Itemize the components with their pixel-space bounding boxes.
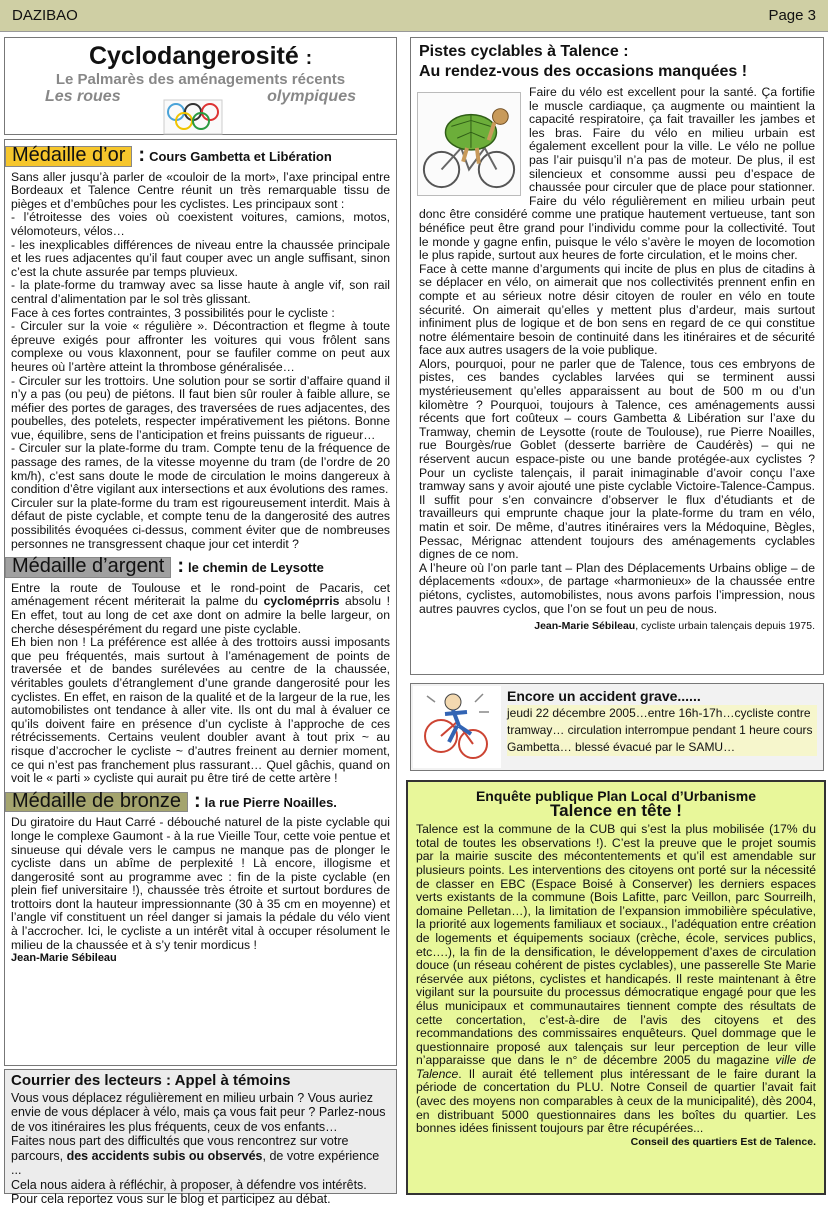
page-number: Page 3 <box>768 7 816 24</box>
letters-paragraph: Cela nous aidera à réfléchir, à proposer, à défendre vos intérêts. <box>11 1177 367 1192</box>
main-title: Cyclodangerosité : <box>88 42 313 70</box>
silver-subject: le chemin de Leysotte <box>188 560 324 576</box>
turtle-cyclist-illustration <box>417 92 521 196</box>
accident-box <box>410 683 824 771</box>
bike-lanes-paragraph: Faire du vélo est excellent pour la santé. Ça fortifie le muscle cardiaque, ça augmente ou maintient la capacité respiratoire, ça fait travailler les jambes et les bras. Faire du vélo en milieu urbain est également excellent pour la ville. Le vélo ne pollue pas l’air puisqu’il n’a pas de moteur. De plus, il est silencieux et consomme aussi peu d’espace de chaussée pour circuler que de place pour stationner. Faire du vélo régulièrement en milieu urbain peut donc être considéré comme une pratique hautement vertueuse, tant son bénéfice peut être grand pour l’individu comme pour la collectivité. Tout le monde y gagne enfin, puisque le vélo s’avère le moyen de locomotion le plus rapide, surtout aux heures de forte circulation, et le moins cher. <box>419 85 815 263</box>
bike-lanes-heading-2: Au rendez-vous des occasions manquées ! <box>419 63 748 80</box>
letters-heading: Courrier des lecteurs : Appel à témoins <box>11 1072 291 1089</box>
survey-paragraph: Talence est la commune de la CUB qui s’est la plus mobilisée (17% du total de toutes les observations !). C’est la preuve que le projet soumis par la mairie suscite des mécontentements et qu’il est amendable sur plusieurs points. Les interventions des citoyens ont porté sur la nécessité de classer en EBC (Espace Boisé à Conserver) les derniers espaces verts existants de la commune (Bois Lafitte, parc Veillon, parc Sourreilh, domaine Pelletan…), la limitation de l’expansion immobilière spéculative, la priorité aux logements familiaux et sociaux., l’adéquation entre création de logements et équipements sociaux (crèche, école, services publics, etc….), la fin de la densification, le développement d’axes de circulation douce (un réseau cohérent de pistes cyclables), une passerelle Ste Marie réservée aux piétons, cyclistes et handicapés. Il reste maintenant à être vigilant sur la poursuite du processus démocratique engagé pour que les élus municipaux et communautaires tiennent compte des résultats de cette concertation, c’est-à-dire de l’avis des citoyens et des recommandations des commissaires enquêteurs. Quel dommage que le questionnaire proposé aux talençais sur leur perception de leur ville n’apparaisse que dans le n° de décembre 2005 du magazine ville de Talence. Il aurait été tellement plus intéressant de le faire durant la période de concertation du PLU. Notre Conseil de quartier l’avait fait (avec des moyens non comparables à ceux de la municipalité), dès 2004, en distribuant 5000 questionnaires dans les boîtes du quartier. Les bonnes idées finissent toujours par être récupérées... <box>416 822 817 1136</box>
survey-heading-1: Enquête publique Plan Local d’Urbanisme <box>475 788 757 804</box>
silver-heading: Médaille d’argent : le chemin de Leysotte <box>5 557 396 578</box>
gold-paragraph: - Circuler sur la voie « régulière ». Décontraction et flegme à toute épreuve exigés pour affronter les voitures qui vous frôlent sans complexe ou vous klaxonnent, pour se faufiler comme on peut aux heures où l’artère atteint la thrombose généralisée… <box>11 319 390 374</box>
page-header <box>0 0 828 32</box>
survey-box <box>406 780 826 1195</box>
gold-paragraph: - la plate-forme du tramway avec sa lisse haute à angle vif, son rail central d’alimentation par le sol très glissant. <box>11 278 390 306</box>
gold-heading: Médaille d’or : Cours Gambetta et Libération <box>5 146 396 167</box>
olympic-rings-icon <box>164 100 222 134</box>
survey-signature: Conseil des quartiers Est de Talence. <box>630 1135 816 1148</box>
bike-lanes-paragraph: Face à cette manne d’arguments qui incite de plus en plus de citadins à se déplacer en vélo, on aimerait que nos collectivités prennent enfin en compte et au sérieux notre désir citoyen de rouler en vélo en toute sécurité. On aimerait qu’elles y mettent plus d’ardeur, mais surtout infiniment plus de logique et de bon sens en regard de ce qui constitue notre élémentaire besoin de continuité dans les itinéraires et de sécurité face aux autres usagers de la voie publique. <box>419 261 815 358</box>
gold-paragraph: - l’étroitesse des voies où coexistent voitures, camions, motos, vélomoteurs, vélos… <box>11 210 390 238</box>
right-word: olympiques <box>267 88 356 105</box>
silver-medal-label: Médaille d’argent <box>5 557 171 578</box>
bronze-medal-label: Médaille de bronze <box>5 792 188 813</box>
gold-paragraph: Face à ces fortes contraintes, 3 possibilités pour le cycliste : <box>11 305 335 320</box>
left-word: Les roues <box>45 88 121 105</box>
silver-paragraph: Entre la route de Toulouse et le rond-point de Pacaris, cet aménagement récent mériterait la palme du cycloméprris absolu ! En effet, tout au long de cet axe dont on admire la belle largeur, on cherche désespérément du regard une piste cyclable. <box>11 580 390 636</box>
main-subtitle: Le Palmarès des aménagements récents <box>55 71 346 88</box>
medals-article <box>4 139 397 1066</box>
bike-lanes-paragraph: A l’heure où l’on parle tant – Plan des Déplacements Urbains oblige – de déplacements «doux», de partage «harmonieux» de la chaussée entre piétons, cyclistes, automobilistes, nous avons parfois l’impression, nous autres pauvres cyclos, que l’on se fout un peu de nous. <box>419 560 815 616</box>
accident-heading: Encore un accident grave...... <box>507 688 701 704</box>
bike-lanes-paragraph: Alors, pourquoi, pour ne parler que de Talence, tous ces embryons de pistes, ces bandes cyclables larvées qui se terminent aussi mystérieusement qu’elles apparaissent au bout de 500 m ou d’un kilomètre ? Pourquoi, toujours à Talence, ces aménagements aussi récents que fort coûteux – cours Gambetta & Libération sur l’axe du Tramway, chemin de Leysotte (route de Toulouse), rue Pierre Noailles, rue Bourgès/rue Goblet (desserte barrière de Caudérès) – qui ne réservent aucun espace-piste ou une bande protégée-aux cyclistes ? Pour un cycliste talençais, il parait inimaginable d’avoir conçu l’axe tramway sans y avoir ajouté une piste cyclable Victoire-Talence-Campus. Il suffit pour s’en convaincre d’observer le flux d’étudiants et de travailleurs qui emprunte chaque jour la plate-forme du tram en vélo, matin et soir. De même, d’autres itinéraires vers la Médoquine, Bègles, Pessac, Mérignac attendent toujours des aménagements cyclables dignes de ce nom. <box>419 356 815 562</box>
gold-paragraph: - Circuler sur la plate-forme du tram. Compte tenu de la fréquence de passage des rames, de la vitesse moyenne du tram (de l’ordre de 20 km/h), c’est sans doute le mode de circulation le moins dangereux à condition d’être vigilant aux intersections et aux évolutions des rames. <box>11 441 390 497</box>
bronze-heading: Médaille de bronze : la rue Pierre Noailles. <box>5 792 396 813</box>
gold-medal-label: Médaille d’or <box>5 146 132 167</box>
letters-paragraph: Vous vous déplacez régulièrement en milieu urbain ? Vous auriez envie de vous déplacer à vélo, mais ça vous fait peur ? Parlez-nous de vos itinéraires les plus fréquents, ceux de vos enfants… <box>11 1090 386 1134</box>
survey-heading-2: Talence en tête ! <box>550 800 682 820</box>
gold-paragraph: - les inexplicables différences de niveau entre la chaussée principale et les rues adjacentes qu’il faut couper avec un angle suffisant, sinon c’est la chute assurée par temps pluvieux. <box>11 237 390 279</box>
bike-lanes-signature: Jean-Marie Sébileau, cycliste urbain talençais depuis 1975. <box>534 620 815 633</box>
gold-paragraph: Circuler sur la plate-forme du tram est rigoureusement interdit. Mais à défaut de piste cyclable, et compte tenu de la dangerosité des autres possibilités évoquées ci-dessus, comment éviter que de nombreuses personnes ne transgressent chaque jour cet interdit ? <box>11 495 390 551</box>
bronze-paragraph: Du giratoire du Haut Carré - débouché naturel de la piste cyclable qui longe le complexe Gaumont - à la rue Vieille Tour, cette voie pentue et sinueuse qui dévale vers le campus ne manque pas de plonger le cycliste dans un abîme de perplexité ! Là encore, illogisme et dangerosité sont au programme avec : fin de la piste cyclable (en plein fief universitaire !), chaussée très étroite et surtout bordures de trottoirs dont la hauteur impressionnante (30 à 35 cm en moyenne) et l’angle vif constituent un réel danger si jamais la pédale du vélo vient à l’accrocher. Ici, le cycliste a un intérêt vital à occuper résolument le milieu de la chaussée et à s’y tenir mordicus ! <box>11 815 390 952</box>
letters-paragraph: Pour cela reportez vous sur le blog et participez au débat. <box>11 1192 331 1206</box>
publication-name: DAZIBAO <box>12 7 78 24</box>
bronze-subject: la rue Pierre Noailles. <box>204 794 337 810</box>
accident-body: jeudi 22 décembre 2005…entre 16h-17h…cycliste contre tramway… circulation interrompue pendant 1 heure cours Gambetta… blessé évacué par le SAMU… <box>507 705 817 756</box>
gold-paragraph: Sans aller jusqu’à parler de «couloir de la mort», l’axe principal entre Bordeaux et Talence Centre réunit un très remarquable tissu de pièges et d’embûches pour les cyclistes. Les principaux sont : <box>11 169 390 211</box>
bike-lanes-article <box>410 37 824 675</box>
gold-paragraph: - Circuler sur les trottoirs. Une solution pour se sortir d’affaire quand il n’y a pas (ou peu) de piétons. Il faut bien sûr rouler à faible allure, se méfier des portes de garages, des traversées de rues adjacentes, des poubelles, des potelets, respecter impérativement les piétons. Bonne vue, équilibre, sens de l’anticipation et freins puissants de rigueur… <box>11 373 390 442</box>
letters-paragraph: Faites nous part des difficultés que vous rencontrez sur votre parcours, des accidents subis ou observés, de votre expérience ... <box>11 1134 380 1177</box>
letters-box <box>4 1069 397 1206</box>
gold-subject: Cours Gambetta et Libération <box>149 149 332 164</box>
bike-lanes-heading-1: Pistes cyclables à Talence : <box>419 43 629 60</box>
title-box <box>4 37 397 135</box>
crashed-cyclist-illustration <box>413 686 501 768</box>
bronze-signature: Jean-Marie Sébileau <box>11 952 117 965</box>
silver-paragraph: Eh bien non ! La préférence est allée à des trottoirs aussi imposants que peu fréquentés, mais surtout à l’aménagement de points de traversée et de bandes surélevées au centre de la chaussée, véritables goulets d’étranglement d’une grande dangerosité pour les cyclistes. En effet, en raison de la qualité et de la largeur de la rue, les automobilistes ont tendance à aller vite. Ils ont du mal à évaluer ce qu’ils doivent faire en présence d’un cycliste à l’approche de ces rétrécissements. Certains veulent doubler avant à tout prix ~ au risque d’accrocher le cycliste ~ d’autres freinent au dernier moment, ce qui n’est pas franchement plus rassurant… Quel gâchis, quand on voit le « parti » cycliste qui aurait pu être tiré de cette artère ! <box>11 635 390 786</box>
